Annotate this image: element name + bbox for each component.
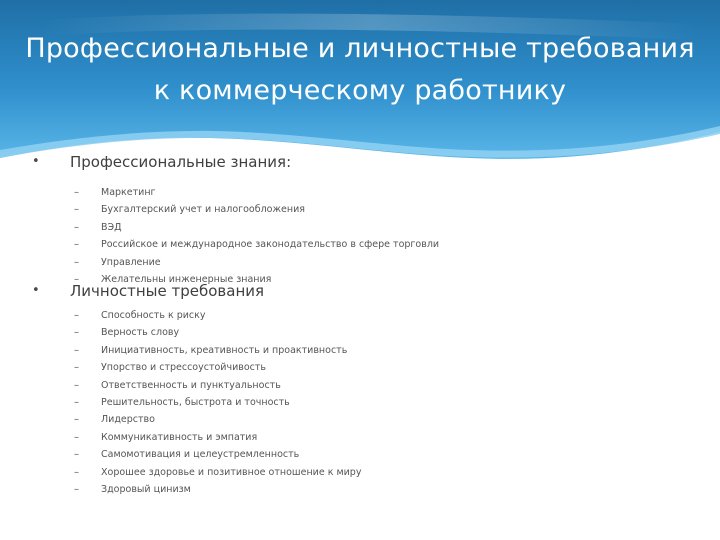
bullet-icon: • [32, 154, 40, 169]
dash-marker: – [74, 256, 79, 268]
list-item-text: Способность к риску [101, 310, 206, 321]
dash-marker: – [74, 344, 79, 356]
list-item-text: Ответственность и пунктуальность [101, 379, 281, 391]
bullet-icon: • [32, 283, 40, 298]
list-item-text: Желательны инженерные знания [101, 273, 272, 285]
list-item-text: Лидерство [101, 414, 155, 426]
list-item-text: Упорство и стрессоустойчивость [101, 362, 267, 374]
list-item-text: Инициативность, креативность и проактивность [101, 344, 348, 356]
list-item-text: Маркетинг [101, 187, 156, 198]
dash-marker: – [74, 187, 79, 198]
dash-marker: – [74, 327, 79, 339]
dash-marker: – [74, 449, 79, 461]
section-title: Профессиональные знания: [70, 153, 292, 171]
dash-marker: – [74, 396, 79, 408]
list-item-text: Бухгалтерский учет и налогообложения [101, 204, 305, 216]
dash-marker: – [74, 362, 79, 374]
dash-marker: – [74, 379, 79, 391]
dash-marker: – [74, 310, 79, 321]
dash-marker: – [74, 466, 79, 478]
dash-marker: – [74, 221, 79, 233]
list-item-text: Российское и международное законодательство в сфере торговли [101, 239, 440, 251]
dash-marker: – [74, 204, 79, 216]
dash-marker: – [74, 431, 79, 443]
dash-marker: – [74, 273, 79, 285]
dash-marker: – [74, 239, 79, 251]
dash-marker: – [74, 414, 79, 426]
list-item-text: Коммуникативность и эмпатия [101, 431, 258, 443]
list-item-text: Самомотивация и целеустремленность [101, 449, 300, 461]
dash-marker: – [74, 483, 79, 495]
slide-title: Профессиональные и личностные требования к коммерческому работнику [25, 33, 695, 106]
list-item-text: Верность слову [101, 327, 180, 339]
list-item-text: ВЭД [101, 221, 122, 233]
list-item-text: Хорошее здоровье и позитивное отношение к миру [101, 466, 362, 478]
section-title: Личностные требования [70, 282, 265, 300]
list-item-text: Здоровый цинизм [101, 483, 191, 495]
list-item-text: Управление [101, 256, 161, 268]
list-item-text: Решительность, быстрота и точность [101, 396, 290, 408]
